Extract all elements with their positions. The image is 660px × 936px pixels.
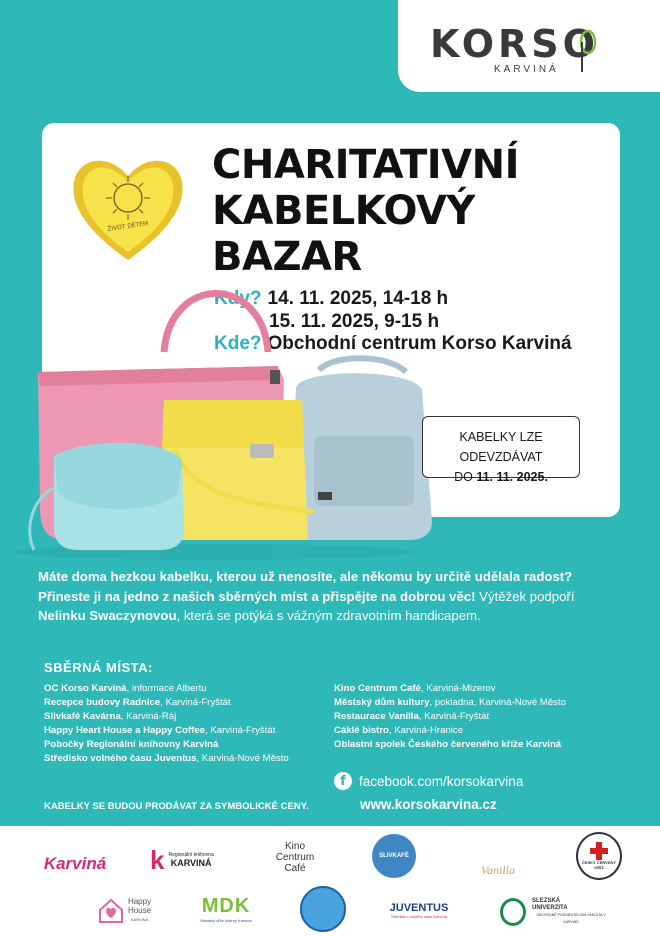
logo-subtitle: KARVINÁ	[494, 64, 559, 75]
sponsors-strip	[0, 826, 660, 936]
website-link[interactable]: www.korsokarvina.cz	[360, 797, 497, 812]
heart-caption: ŽIVOT DĚTEM	[106, 220, 149, 233]
drop-off-notice	[422, 416, 580, 484]
facebook-text: facebook.com/korsokarvina	[359, 773, 524, 789]
sponsor-circle-logo	[300, 886, 346, 932]
knihovna-k-icon: k	[150, 844, 165, 875]
description-text	[38, 567, 638, 626]
collection-item: OC Korso Karviná, informace Albertu	[44, 683, 207, 694]
collection-item: Středisko volného času Juventus, Karviná-Nové Město	[44, 753, 289, 764]
collection-item: Slivkafé Kavárna, Karviná-Ráj	[44, 711, 177, 722]
where-label: Kde?	[214, 333, 262, 354]
sponsor-vanilla-logo: Vanilla	[480, 863, 515, 877]
title-line-3: BAZAR	[212, 234, 362, 280]
sponsor-knihovna-logo: k Regionální knihovna KARVINÁ	[150, 844, 214, 875]
page-title	[212, 142, 612, 280]
collection-item: Pobočky Regionální knihovny Karviná	[44, 739, 219, 750]
title-line-1: CHARITATIVNÍ	[212, 142, 519, 188]
sponsor-juventus-logo: JUVENTUS Středisko volného času Karviná	[389, 901, 449, 919]
collection-item: Oblastní spolek Českého červeného kříže Karviná	[334, 739, 562, 750]
when-date-1: 14. 11. 2025, 14-18 h	[267, 288, 449, 309]
logo-wordmark: KORSO	[430, 22, 599, 66]
sponsor-slu-logo: SLEZSKÁ UNIVERZITA OBCHODNĚ PODNIKATELSKÁ FAKULTA V KARVINÉ	[500, 894, 610, 930]
collection-item: Restaurace Vanilla, Karviná-Fryštát	[334, 711, 490, 722]
sponsor-karvina-logo: Karviná	[43, 854, 107, 873]
collection-list-right	[334, 682, 566, 752]
where-place: Obchodní centrum Korso Karviná	[267, 333, 572, 354]
leaf-icon	[570, 28, 600, 74]
description-line-2: Přineste ji na jedno z našich sběrných míst a přispějte na dobrou věc! Výtěžek podpoří	[38, 588, 575, 604]
sponsor-mdk-logo: MDK Městský dům kultury Karviná	[200, 895, 252, 923]
handbags-illustration	[14, 268, 434, 568]
facebook-link[interactable]	[334, 772, 523, 790]
collection-list-left	[44, 682, 289, 766]
collection-item: Městský dům kultury, pokladna, Karviná-Nové Město	[334, 697, 566, 708]
sponsor-kino-logo: Kino Centrum Café	[275, 840, 315, 874]
sponsor-slivkafe-logo: SLIVKAFÉ	[372, 834, 416, 878]
when-date-2: 15. 11. 2025, 9-15 h	[269, 311, 440, 332]
description-line-1: Máte doma hezkou kabelku, kterou už nenosíte, ale někomu by určitě udělala radost?	[38, 569, 573, 584]
notice-line-2: DO 11. 11. 2025.	[454, 470, 548, 484]
slu-emblem-icon	[500, 898, 526, 926]
collection-item: Happy Heart House a Happy Coffee, Karviná-Fryštát	[44, 725, 276, 736]
when-label: Kdy?	[214, 288, 262, 309]
notice-date: 11. 11. 2025.	[476, 470, 548, 484]
heart-logo-icon	[68, 148, 188, 268]
collection-item: Kino Centrum Café, Karviná-Mizerov	[334, 683, 496, 694]
title-line-2: KABELKOVÝ	[212, 188, 475, 234]
notice-line-1: KABELKY LZE ODEVZDÁVAT	[459, 430, 543, 464]
red-cross-icon	[590, 842, 608, 860]
facebook-icon: f	[334, 772, 352, 790]
collection-item: Cáklé bistro, Karviná-Hranice	[334, 725, 464, 736]
house-heart-icon	[97, 896, 125, 924]
sponsor-happy-house-logo: Happy House KARVINÁ	[94, 890, 154, 930]
collection-heading: SBĚRNÁ MÍSTA:	[44, 660, 153, 675]
sponsor-red-cross-logo: ČESKÝ ČERVENÝ KŘÍŽ	[576, 832, 622, 880]
symbolic-price-note: KABELKY SE BUDOU PRODÁVAT ZA SYMBOLICKÉ CENY.	[44, 801, 309, 812]
korso-logo-tab	[398, 0, 660, 92]
collection-item: Recepce budovy Radnice, Karviná-Fryštát	[44, 697, 231, 708]
description-line-3: Nelinku Swaczynovou, která se potýká s vážným zdravotním handicapem.	[38, 608, 481, 623]
